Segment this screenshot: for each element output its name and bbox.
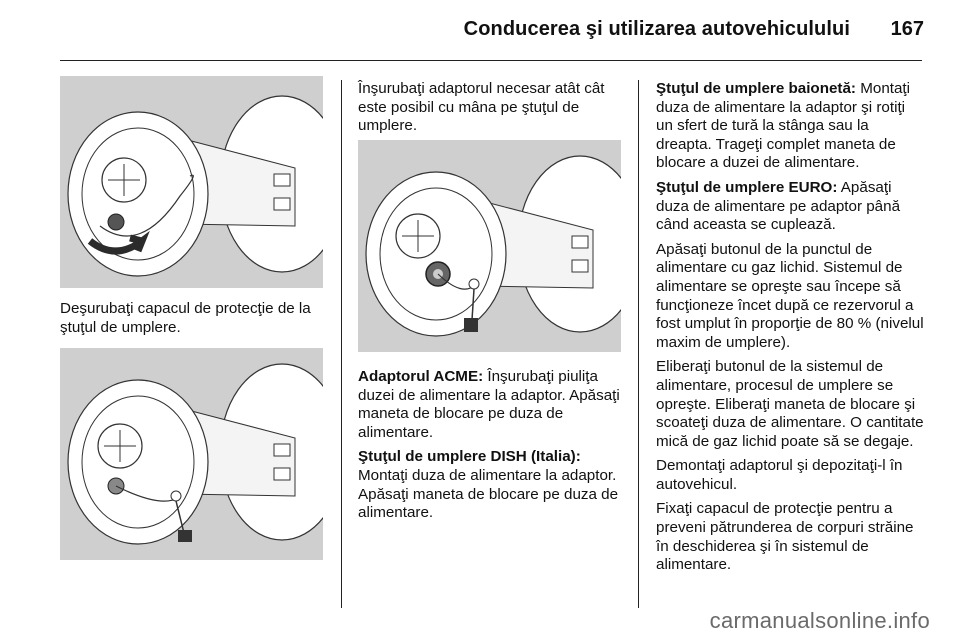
paragraph-dish (358, 448, 628, 522)
right-instructions (656, 80, 924, 581)
text-acme: Înşurubaţi piuliţa duzei de alimentare la adaptor. Apăsaţi maneta de blocare pe duza de alimentare. (358, 368, 620, 441)
text-dish: Montaţi duza de alimentare la adaptor. Apăsaţi maneta de blocare pe duza de alimentare. (358, 466, 619, 522)
page-title: Conducerea şi utilizarea autovehiculului (463, 18, 850, 40)
figure-adaptor-left (60, 348, 323, 560)
header-rule (60, 60, 922, 61)
middle-instructions (358, 368, 628, 529)
middle-intro: Înşurubaţi adaptorul necesar atât cât este posibil cu mâna pe ştuţul de umplere. (358, 80, 605, 135)
figure-adaptor-middle (358, 140, 621, 352)
paragraph-bayonet (656, 80, 924, 173)
left-caption: Deşurubaţi capacul de protecţie de la ştuţul de umplere. (60, 300, 311, 336)
illustration-fuel-filler-adaptor (60, 348, 323, 560)
column-divider (638, 80, 639, 608)
paragraph-release-button: Eliberaţi butonul de la sistemul de alimentare, procesul de umplere se opreşte. Eliberaţi maneta de blocare şi scoateţi duza de alimentare. O cantitate mică de gaz lichid poate să se degaje. (656, 358, 924, 450)
paragraph-fit-cap: Fixaţi capacul de protecţie pentru a preveni pătrunderea de corpuri străine în deschiderea şi în sistemul de alimentare. (656, 500, 914, 574)
figure-unscrew-cap (60, 76, 323, 288)
text-euro: Apăsaţi duza de alimentare pe adaptor până când aceasta se cuplează. (656, 178, 901, 234)
page-number: 167 (890, 18, 924, 40)
heading-dish: Ştuţul de umplere DISH (Italia): (358, 448, 581, 466)
illustration-fuel-filler (60, 76, 323, 288)
heading-acme: Adaptorul ACME: (358, 368, 484, 385)
heading-bayonet: Ştuţul de umplere baionetă: (656, 80, 856, 97)
column-divider (341, 80, 342, 608)
watermark: carmanualsonline.info (709, 608, 930, 633)
heading-euro: Ştuţul de umplere EURO: (656, 178, 838, 196)
paragraph-acme (358, 368, 628, 442)
page-header (0, 0, 960, 62)
paragraph-press-button: Apăsaţi butonul de la punctul de alimentare cu gaz lichid. Sistemul de alimentare se opreşte sau începe să funcţioneze încet după ce rezervorul a fost umplut în proporţie de 80 % (nivelul maxim de umplere). (656, 240, 924, 351)
illustration-fuel-filler-adaptor (358, 140, 621, 352)
text-bayonet: Montaţi duza de alimentare la adaptor şi rotiţi un sfert de tură la stânga sau la dreapta. Trageţi complet maneta de blocare a duzei de alimentare. (656, 80, 911, 172)
paragraph-remove-adaptor: Demontaţi adaptorul şi depozitaţi-l în autovehicul. (656, 457, 903, 493)
paragraph-euro (656, 179, 924, 235)
